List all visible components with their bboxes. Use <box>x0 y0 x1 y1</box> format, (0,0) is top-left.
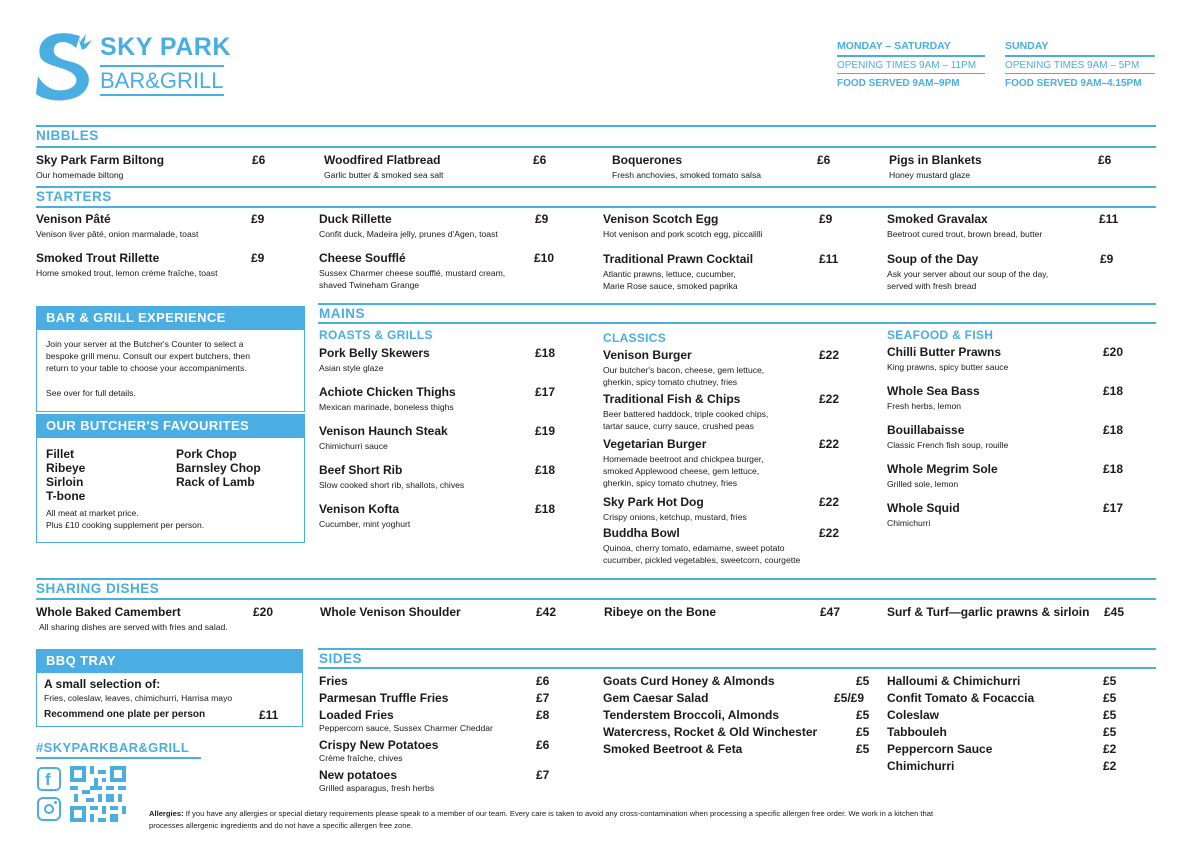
side-confit-tomato: Confit Tomato & Focaccia £5 <box>887 691 1117 705</box>
menu-item-venison-scotch-egg: Venison Scotch Egg £9 Hot venison and pork scotch egg, piccalilli <box>603 212 833 239</box>
menu-item-venison-haunch: Venison Haunch Steak £19 Chimichurri sauce <box>319 424 556 451</box>
hours-sunday-opening: OPENING TIMES 9AM – 5PM <box>1005 59 1140 71</box>
hours-weekday <box>837 40 985 89</box>
side-truffle-fries: Parmesan Truffle Fries £7 <box>319 691 550 705</box>
sharing-title: SHARING DISHES <box>36 581 160 596</box>
side-fries: Fries £6 <box>319 674 550 688</box>
side-halloumi: Halloumi & Chimichurri £5 <box>887 674 1117 688</box>
menu-item-fish-and-chips: Traditional Fish & Chips £22 Beer battered haddock, triple cooked chips, tartar sauce, curry sauce, crushed peas <box>603 392 840 431</box>
side-gem-caesar: Gem Caesar Salad £5/£9 <box>603 691 865 705</box>
menu-item-venison-kofta: Venison Kofta £18 Cucumber, mint yoghurt <box>319 502 556 529</box>
menu-item-venison-shoulder: Whole Venison Shoulder £42 <box>320 605 557 619</box>
menu-item-pigs-in-blankets: Pigs in Blankets £6 Honey mustard glaze <box>889 153 1112 180</box>
menu-item-buddha-bowl: Buddha Bowl £22 Quinoa, cherry tomato, edamame, sweet potato cucumber, pickled vegetables, sweetcorn, courgette <box>603 526 840 565</box>
sides-bottom-rule <box>318 667 1156 669</box>
menu-item-duck-rillette: Duck Rillette £9 Confit duck, Madeira jelly, prunes d'Agen, toast <box>319 212 549 239</box>
menu-item-whole-squid: Whole Squid £17 Chimichurri <box>887 501 1124 528</box>
side-beetroot-feta: Smoked Beetroot & Feta £5 <box>603 742 870 756</box>
sharing-top-rule <box>36 578 1156 580</box>
favourites-col1: Fillet Ribeye Sirloin T-bone <box>46 447 86 503</box>
menu-item-camembert: Whole Baked Camembert £20 All sharing dishes are served with fries and salad. <box>36 605 274 632</box>
classics-title: CLASSICS <box>603 331 667 345</box>
seafood-title: SEAFOOD & FISH <box>887 328 994 342</box>
menu-item-pork-belly-skewers: Pork Belly Skewers £18 Asian style glaze <box>319 346 556 373</box>
sides-top-rule <box>318 648 1156 650</box>
hashtag-rule <box>36 757 201 759</box>
hashtag[interactable]: #SKYPARKBAR&GRILL <box>36 740 190 755</box>
bbq-price: £11 <box>259 708 279 722</box>
menu-item-bouillabaisse: Bouillabaisse £18 Classic French fish soup, rouille <box>887 423 1124 450</box>
side-crispy-new-potatoes: Crispy New Potatoes £6 Crème fraîche, chives <box>319 738 550 763</box>
menu-item-achiote-chicken: Achiote Chicken Thighs £17 Mexican marinade, boneless thighs <box>319 385 556 412</box>
qr-code-icon[interactable] <box>70 766 126 822</box>
menu-item-venison-burger: Venison Burger £22 Our butcher's bacon, cheese, gem lettuce, gherkin, spicy tomato chutney, fries <box>603 348 840 387</box>
side-peppercorn-sauce: Peppercorn Sauce £2 <box>887 742 1117 756</box>
bbq-recommend: Recommend one plate per person <box>44 709 206 720</box>
side-coleslaw: Coleslaw £5 <box>887 708 1117 722</box>
bbq-desc: Fries, coleslaw, leaves, chimichurri, Harrisa mayo <box>44 693 233 703</box>
menu-item-cheese-souffle: Cheese Soufflé £10 Sussex Charmer cheese soufflé, mustard cream, shaved Twineham Grange <box>319 251 555 290</box>
side-loaded-fries: Loaded Fries £8 Peppercorn sauce, Sussex Charmer Cheddar <box>319 708 550 733</box>
menu-item-megrim-sole: Whole Megrim Sole £18 Grilled sole, lemon <box>887 462 1124 489</box>
brand-line2: BAR&GRILL <box>100 68 224 93</box>
menu-item-beef-short-rib: Beef Short Rib £18 Slow cooked short rib, shallots, chives <box>319 463 556 490</box>
hours-weekday-days: MONDAY – SATURDAY <box>837 40 951 52</box>
brand-divider <box>100 65 224 67</box>
nibbles-bottom-rule <box>36 146 1156 148</box>
starters-title: STARTERS <box>36 189 112 204</box>
menu-item-smoked-gravalax: Smoked Gravalax £11 Beetroot cured trout, brown bread, butter <box>887 212 1119 239</box>
menu-item-surf-and-turf: Surf & Turf—garlic prawns & sirloin £45 <box>887 605 1125 619</box>
roasts-title: ROASTS & GRILLS <box>319 328 433 342</box>
favourites-note: All meat at market price. Plus £10 cooking supplement per person. <box>46 508 205 530</box>
favourites-title: OUR BUTCHER'S FAVOURITES <box>36 414 305 438</box>
side-new-potatoes: New potatoes £7 Grilled asparagus, fresh herbs <box>319 768 550 793</box>
menu-item-soup-of-the-day: Soup of the Day £9 Ask your server about our soup of the day, served with fresh bread <box>887 252 1114 291</box>
mains-bottom-rule <box>318 322 1156 324</box>
allergies-notice: Allergies: If you have any allergies or special dietary requirements please speak to a member of our team. Every care is taken to avoid any cross-contamination when processing a specific allergen free order. We work in a kitchen that processes allergenic ingredients and do not have a specific allergen free zone. <box>149 809 934 830</box>
experience-text: Join your server at the Butcher's Counter to select a bespoke grill menu. Consult our expert butchers, then return to your table to choose your accompaniments. See over for full details. <box>46 339 250 398</box>
nibbles-top-rule <box>36 125 1156 127</box>
brand-line1: SKY PARK <box>100 33 231 61</box>
starters-bottom-rule <box>36 206 1156 208</box>
menu-item-sea-bass: Whole Sea Bass £18 Fresh herbs, lemon <box>887 384 1124 411</box>
sharing-bottom-rule <box>36 598 1156 600</box>
favourites-col2: Pork Chop Barnsley Chop Rack of Lamb <box>176 447 261 489</box>
side-chimichurri: Chimichurri £2 <box>887 759 1117 773</box>
side-goats-curd: Goats Curd Honey & Almonds £5 <box>603 674 870 688</box>
sides-title: SIDES <box>319 651 363 666</box>
side-tenderstem: Tenderstem Broccoli, Almonds £5 <box>603 708 870 722</box>
menu-item-venison-pate: Venison Pâté £9 Venison liver pâté, onion marmalade, toast <box>36 212 265 239</box>
menu-item-prawn-cocktail: Traditional Prawn Cocktail £11 Atlantic prawns, lettuce, cucumber, Marie Rose sauce, smoked paprika <box>603 252 839 291</box>
starters-top-rule <box>36 186 1156 188</box>
menu-item-vegetarian-burger: Vegetarian Burger £22 Homemade beetroot and chickpea burger, smoked Applewood cheese, gem lettuce, gherkin, spicy tomato chutney, fries <box>603 437 840 488</box>
instagram-icon[interactable] <box>37 797 61 821</box>
menu-item-smoked-trout-rillette: Smoked Trout Rillette £9 Home smoked trout, lemon crème fraîche, toast <box>36 251 265 278</box>
hours-weekday-food: FOOD SERVED 9AM–9PM <box>837 78 960 89</box>
menu-item-ribeye-on-bone: Ribeye on the Bone £47 <box>604 605 841 619</box>
side-watercress: Watercress, Rocket & Old Winchester £5 <box>603 725 870 739</box>
brand-divider-bottom <box>100 94 224 96</box>
bbq-title: BBQ TRAY <box>36 649 303 673</box>
menu-item-hot-dog: Sky Park Hot Dog £22 Crispy onions, ketchup, mustard, fries <box>603 495 840 522</box>
hours-sunday <box>1005 40 1155 89</box>
nibbles-title: NIBBLES <box>36 128 99 143</box>
hours-weekday-opening: OPENING TIMES 9AM – 11PM <box>837 59 977 71</box>
mains-title: MAINS <box>319 306 365 321</box>
bbq-heading: A small selection of: <box>44 677 161 691</box>
menu-item-flatbread: Woodfired Flatbread £6 Garlic butter & smoked sea salt <box>324 153 547 180</box>
facebook-icon[interactable]: f <box>37 767 61 791</box>
logo-s-antler-icon <box>32 28 96 102</box>
experience-title: BAR & GRILL EXPERIENCE <box>36 306 305 330</box>
menu-item-boquerones: Boquerones £6 Fresh anchovies, smoked tomato salsa <box>612 153 831 180</box>
menu-item-chilli-prawns: Chilli Butter Prawns £20 King prawns, spicy butter sauce <box>887 345 1124 372</box>
hours-sunday-food: FOOD SERVED 9AM–4.15PM <box>1005 78 1142 89</box>
logo <box>32 28 232 102</box>
allergies-label: Allergies: <box>149 809 184 818</box>
mains-top-rule <box>318 303 1156 305</box>
side-tabbouleh: Tabbouleh £5 <box>887 725 1117 739</box>
hours-sunday-days: SUNDAY <box>1005 40 1049 52</box>
menu-item-biltong: Sky Park Farm Biltong £6 Our homemade biltong <box>36 153 266 180</box>
